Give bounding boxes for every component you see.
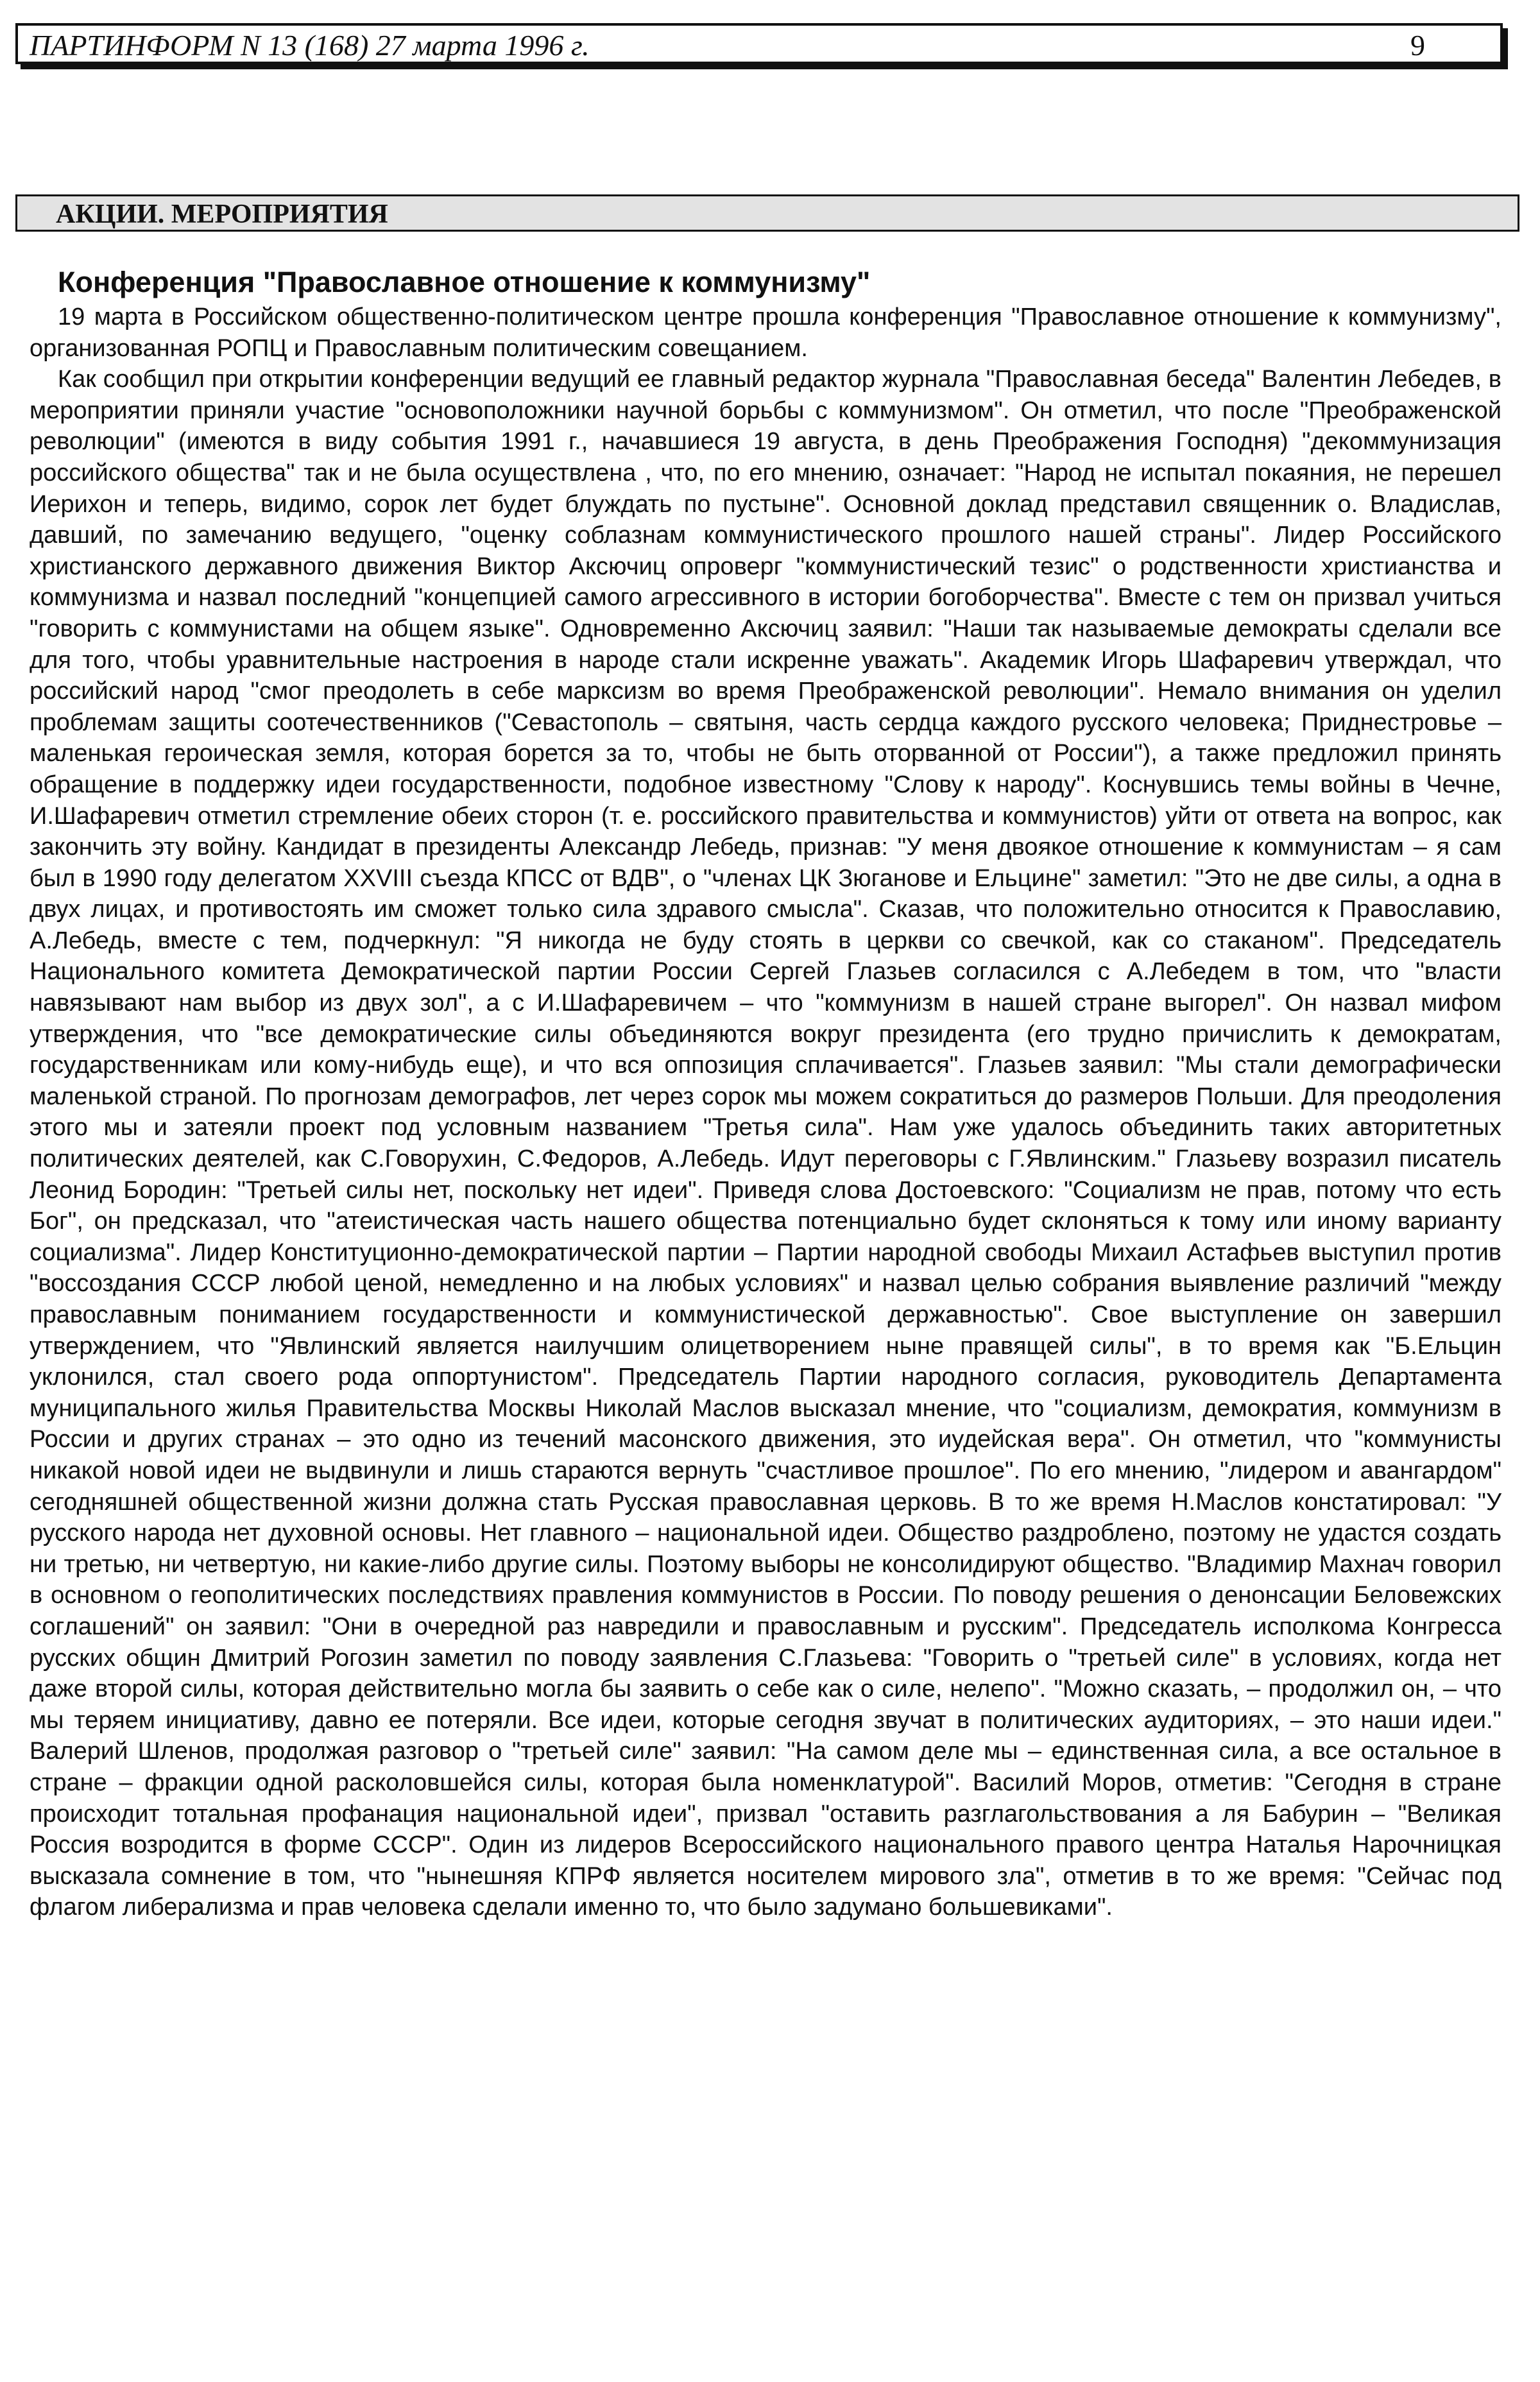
article-paragraph: 19 марта в Российском общественно-политическом центре прошла конференция "Православное отношение к коммунизму", организованная РОПЦ и Православным политическим совещанием. <box>30 304 1502 362</box>
article-title: Конференция "Православное отношение к коммунизму" <box>58 266 871 298</box>
section-header <box>15 194 1519 232</box>
page-header <box>15 23 1503 64</box>
issue-line: ПАРТИНФОРМ N 13 (168) 27 марта 1996 г. <box>30 29 590 62</box>
page-number: 9 <box>1410 29 1425 62</box>
article-body <box>30 302 1502 1923</box>
article <box>30 263 1502 1923</box>
article-paragraph: Как сообщил при открытии конференции ведущий ее главный редактор журнала "Православная беседа" Валентин Лебедев, в мероприятии приняли участие "основоположники научной борьбы с коммунизмом". Он отметил, что после "Преображенской революции" (имеются в виду события 1991 г., начавшиеся 19 августа, в день Преображения Господня) "декоммунизация российского общества" так и не была осуществлена , что, по его мнению, означает: "Народ не испытал покаяния, не перешел Иерихон и теперь, видимо, сорок лет будет блуждать по пустыне". Основной доклад представил священник о. Владислав, давший, по замечанию ведущего, "оценку соблазнам коммунистического прошлого нашей страны". Лидер Российского христианского державного движения Виктор Аксючиц опроверг "коммунистический тезис" о родственности христианства и коммунизма и назвал последний "концепцией самого агрессивного в истории богоборчества". Вместе с тем он призвал учиться "говорить с коммунистами на общем языке". Одновременно Аксючиц заявил: "Наши так называемые демократы сделали все для того, чтобы уравнительные настроения в народе стали искренне уважать". Академик Игорь Шафаревич утверждал, что российский народ "смог преодолеть в себе марксизм во время Преображенской революции". Немало внимания он уделил проблемам защиты соотечественников ("Севастополь – святыня, часть сердца каждого русского человека; Приднестровье – маленькая героическая земля, которая борется за то, чтобы не быть оторванной от России"), а также предложил принять обращение в поддержку идеи государственности, подобное известному "Слову к народу". Коснувшись темы войны в Чечне, И.Шафаревич отметил стремление обеих сторон (т. е. российского правительства и коммунистов) уйти от ответа на вопрос, как закончить эту войну. Кандидат в президенты Александр Лебедь, признав: "У меня двоякое отношение к коммунистам – я сам был в 1990 году делегатом XXVIII съезда КПСС от ВДВ", о "членах ЦК Зюганове и Ельцине" заметил: "Это не две силы, а одна в двух лицах, и противостоять им сможет только сила здравого смысла". Сказав, что положительно относится к Православию, А.Лебедь, вместе с тем, подчеркнул: "Я никогда не буду стоять в церкви со свечкой, как со стаканом". Председатель Национального комитета Демократической партии России Сергей Глазьев согласился с А.Лебедем в том, что "власти навязывают нам выбор из двух зол", а с И.Шафаревичем – что "коммунизм в нашей стране выгорел". Он назвал мифом утверждения, что "все демократические силы объединяются вокруг президента (его трудно причислить к демократам, государственникам или кому-нибудь еще), и что вся оппозиция сплачивается". Глазьев заявил: "Мы стали демографически маленькой страной. По прогнозам демографов, лет через сорок мы можем сократиться до размеров Польши. Для преодоления этого мы и затеяли проект под условным названием "Третья сила". Нам уже удалось объединить таких авторитетных политических деятелей, как С.Говорухин, С.Федоров, А.Лебедь. Идут переговоры с Г.Явлинским." Глазьеву возразил писатель Леонид Бородин: "Третьей силы нет, поскольку нет идеи". Приведя слова Достоевского: "Социализм не прав, потому что есть Бог", он предсказал, что "атеистическая часть нашего общества потенциально будет склоняться к тому или иному варианту социализма". Лидер Конституционно-демократической партии – Партии народной свободы Михаил Астафьев выступил против "воссоздания СССР любой ценой, немедленно и на любых условиях" и назвал целью собрания выявление различий "между православным пониманием государственности и коммунистической державностью". Свое выступление он завершил утверждением, что "Явлинский является наилучшим олицетворением ныне правящей силы", в то время как "Б.Ельцин уклонился, стал своего рода оппортунистом". Председатель Партии народного согласия, руководитель Департамента муниципального жилья Правительства Москвы Николай Маслов высказал мнение, что "социализм, демократия, коммунизм в России и других странах – это одно из течений масонского движения, это иудейская вера". Он отметил, что "коммунисты никакой новой идеи не выдвинули и лишь стараются вернуть "счастливое прошлое". По его мнению, "лидером и авангардом" сегодняшней общественной жизни должна стать Русская православная церковь. В то же время Н.Маслов констатировал: "У русского народа нет духовной основы. Нет главного – национальной идеи. Общество раздроблено, поэтому не удастся создать ни третью, ни четвертую, ни какие-либо другие силы. Поэтому выборы не консолидируют общество. "Владимир Махнач говорил в основном о геополитических последствиях правления коммунистов в России. По поводу решения о денонсации Беловежских соглашений" он заявил: "Они в очередной раз навредили и православным и русским". Председатель исполкома Конгресса русских общин Дмитрий Рогозин заметил по поводу заявления С.Глазьева: "Говорить о "третьей силе" в условиях, когда нет даже второй силы, которая действительно могла бы заявить о себе как о силе, нелепо". "Можно сказать, – продолжил он, – что мы теряем инициативу, давно ее потеряли. Все идеи, которые сегодня звучат в политических аудиториях, – это наши идеи." Валерий Шленов, продолжая разговор о "третьей силе" заявил: "На самом деле мы – единственная сила, а все остальное в стране – фракции одной расколовшейся силы, которая была номенклатурой". Василий Моров, отметив: "Сегодня в стране происходит тотальная профанация национальной идеи", призвал "оставить разглагольствования а ля Бабурин – "Великая Россия возродится в форме СССР". Один из лидеров Всероссийского национального правого центра Наталья Нарочницкая высказала сомнение в том, что "нынешняя КПРФ является носителем мирового зла", отметив в то же время: "Сейчас под флагом либерализма и прав человека сделали именно то, что было задумано большевиками". <box>30 366 1502 1921</box>
section-title: АКЦИИ. МЕРОПРИЯТИЯ <box>56 200 388 229</box>
